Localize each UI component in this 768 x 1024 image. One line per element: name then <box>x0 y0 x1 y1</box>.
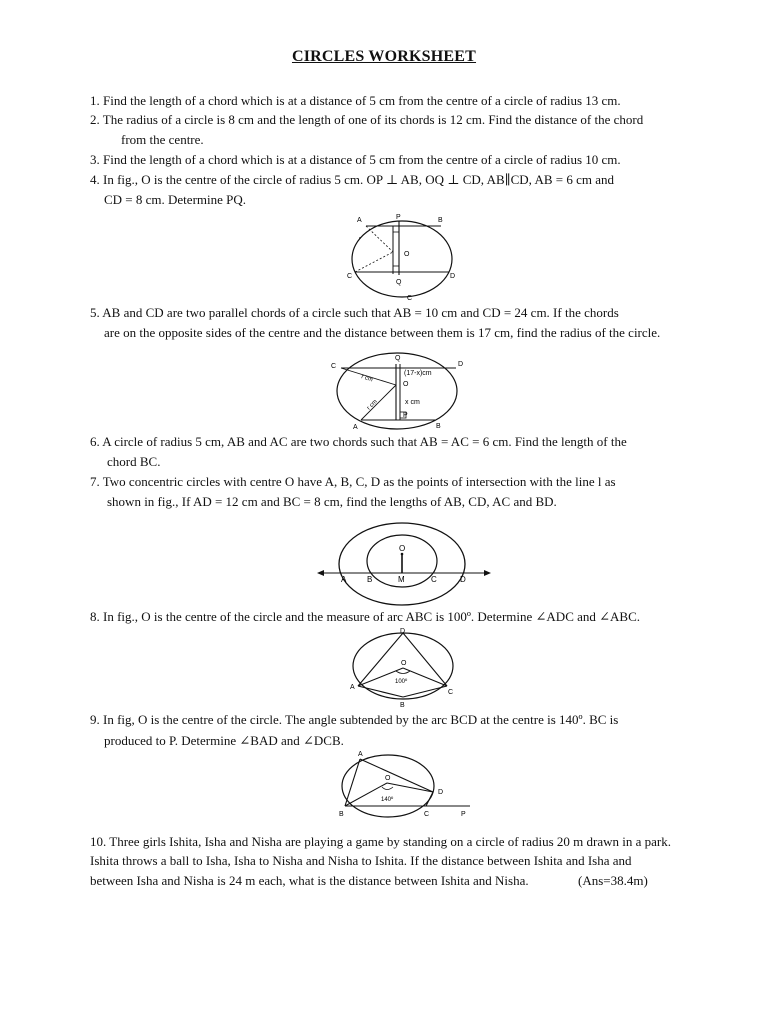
fig8-label-b: B <box>400 702 405 709</box>
fig5-label-r1: r cm <box>360 374 374 384</box>
fig5-label-b: B <box>436 423 441 430</box>
fig5-label-a: A <box>353 424 358 431</box>
fig7-label-b: B <box>367 575 373 584</box>
question-4-line-1: 4. In fig., O is the centre of the circle of radius 5 cm. OP ⊥ AB, OQ ⊥ CD, AB∥CD, AB = 6 cm and <box>90 172 615 187</box>
question-3: 3. Find the length of a chord which is at a distance of 5 cm from the centre of a circle of radius 10 cm. <box>90 152 621 167</box>
fig5-label-r2: r cm <box>366 398 379 412</box>
fig4-right-angle-p <box>393 226 399 232</box>
fig9-radius-od <box>387 783 433 792</box>
fig9-label-d: D <box>438 789 444 796</box>
fig7-arrow-right-icon <box>484 570 491 576</box>
fig4-radius-oa <box>366 226 393 252</box>
question-10-line-2: Ishita throws a ball to Isha, Isha to Nisha and Nisha to Ishita. If the distance between Ishita and Isha and <box>90 853 632 868</box>
question-6-line-1: 6. A circle of radius 5 cm, AB and AC are two chords such that AB = AC = 6 cm. Find the length of the <box>90 434 627 449</box>
fig9-label-angle: 140º <box>381 797 394 803</box>
fig8-chord-dc <box>403 633 447 686</box>
fig4-label-d: D <box>450 273 456 280</box>
fig9-label-o: O <box>385 775 391 782</box>
figure-q8 <box>340 626 468 710</box>
fig9-chord-ad <box>360 759 433 792</box>
fig8-label-c: C <box>448 689 454 696</box>
fig9-label-a: A <box>358 751 363 758</box>
question-7-line-1: 7. Two concentric circles with centre O have A, B, C, D as the points of intersection with the line l as <box>90 474 616 489</box>
question-5-line-2: are on the opposite sides of the centre and the distance between them is 17 cm, find the radius of the circle. <box>104 325 661 340</box>
fig5-label-seg1: (17-x)cm <box>404 370 432 377</box>
question-6-line-2: chord BC. <box>107 454 161 469</box>
fig5-radius-oa <box>361 385 396 420</box>
figure-q7 <box>315 520 495 606</box>
fig8-angle-arc <box>396 671 410 674</box>
fig8-label-d: D <box>400 628 406 635</box>
question-10-answer: (Ans=38.4m) <box>578 873 648 888</box>
question-1: 1. Find the length of a chord which is at a distance of 5 cm from the centre of a circle of radius 13 cm. <box>90 93 621 108</box>
fig8-radius-oc <box>403 668 447 686</box>
question-9-line-2: produced to P. Determine ∠BAD and ∠DCB. <box>104 733 344 748</box>
figure-q4 <box>340 212 470 304</box>
fig5-label-q: Q <box>395 355 401 362</box>
question-10-line-3: between Isha and Nisha is 24 m each, what is the distance between Ishita and Nisha. <box>90 873 529 888</box>
figure-q9 <box>330 749 480 823</box>
fig4-label-c: C <box>347 273 353 280</box>
fig4-radius-oc <box>355 252 393 272</box>
page-title: CIRCLES WORKSHEET <box>291 48 477 65</box>
fig7-label-d: D <box>460 575 466 584</box>
fig5-label-p: P <box>403 412 408 419</box>
fig7-label-o: O <box>399 544 406 553</box>
fig5-label-d: D <box>458 361 464 368</box>
fig4-circle <box>352 221 452 297</box>
fig7-arrow-left-icon <box>317 570 324 576</box>
question-8: 8. In fig., O is the centre of the circle and the measure of arc ABC is 100º. Determine ∠ADC and ∠ABC. <box>90 609 641 624</box>
question-10-line-1: 10. Three girls Ishita, Isha and Nisha are playing a game by standing on a circle of radius 20 m drawn in a park. <box>90 834 671 849</box>
fig5-label-c: C <box>331 363 337 370</box>
question-7-line-2: shown in fig., If AD = 12 cm and BC = 8 cm, find the lengths of AB, CD, AC and BD. <box>107 494 557 509</box>
question-2-line-2: from the centre. <box>121 132 204 147</box>
question-5-line-1: 5. AB and CD are two parallel chords of a circle such that AB = 10 cm and CD = 24 cm. If the chords <box>90 305 619 320</box>
fig9-label-b: B <box>339 811 344 818</box>
fig4-label-q: Q <box>396 279 402 286</box>
fig9-angle-arc <box>382 787 393 790</box>
fig8-label-o: O <box>401 660 407 667</box>
fig8-label-angle: 100º <box>395 679 408 685</box>
fig4-label-p: P <box>396 214 401 221</box>
fig7-label-c: C <box>431 575 437 584</box>
question-2-line-1: 2. The radius of a circle is 8 cm and the length of one of its chords is 12 cm. Find the distance of the chord <box>90 112 644 127</box>
fig4-label-b: B <box>438 217 443 224</box>
fig7-label-m: M <box>398 575 405 584</box>
fig5-circle <box>337 353 457 429</box>
figure-q5 <box>325 348 475 432</box>
fig4-label-a: A <box>357 217 362 224</box>
fig9-chord-dc <box>426 792 433 806</box>
fig9-label-c: C <box>424 811 430 818</box>
fig9-label-p: P <box>461 811 466 818</box>
question-9-line-1: 9. In fig, O is the centre of the circle. The angle subtended by the arc BCD at the centre is 140º. BC is <box>90 712 619 727</box>
fig5-label-seg2: x cm <box>405 399 420 406</box>
fig7-label-a: A <box>341 575 347 584</box>
fig8-label-a: A <box>350 684 355 691</box>
fig5-label-o: O <box>403 381 409 388</box>
fig4-right-angle-q <box>393 266 399 272</box>
question-4-line-2: CD = 8 cm. Determine PQ. <box>104 192 247 207</box>
fig4-label-c-bottom: C <box>407 295 413 302</box>
fig4-label-o: O <box>404 251 410 258</box>
